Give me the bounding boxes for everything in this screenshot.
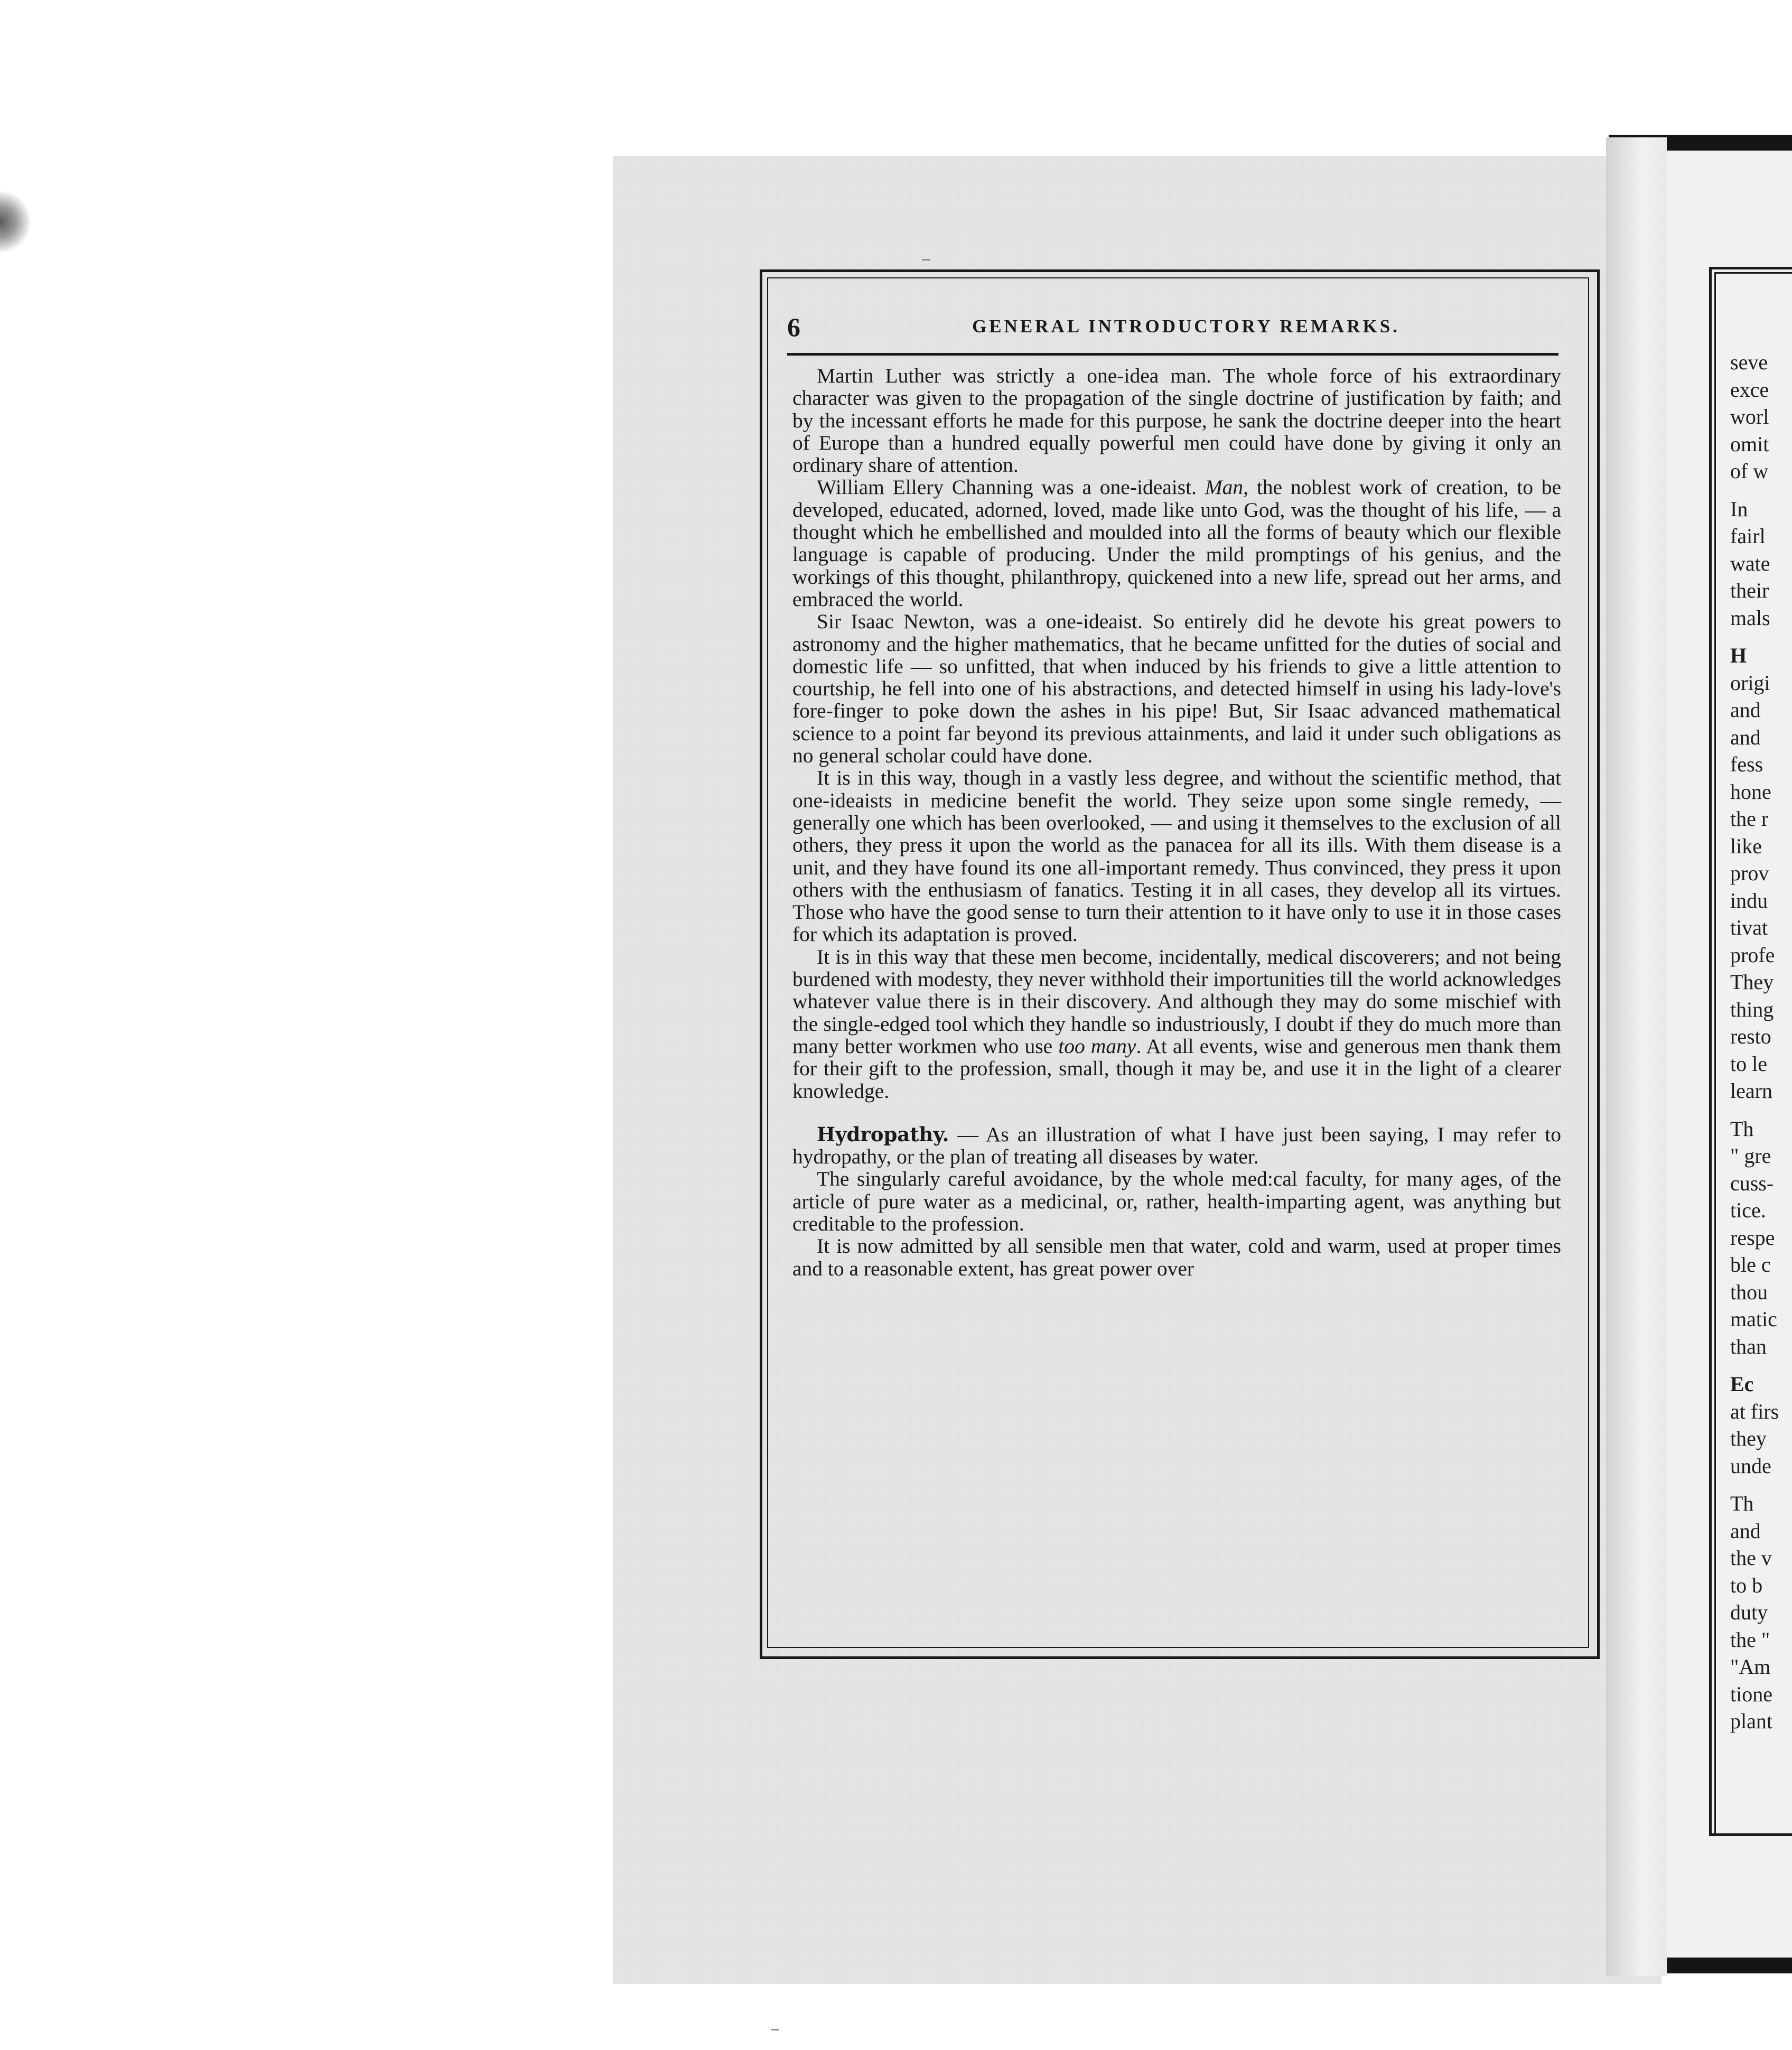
facing-line: exce bbox=[1730, 377, 1769, 402]
scanner-edge-shadow bbox=[0, 190, 32, 254]
facing-line: and bbox=[1730, 1518, 1761, 1543]
facing-line: respe bbox=[1730, 1225, 1775, 1250]
facing-line: thing bbox=[1730, 997, 1774, 1021]
facing-line: unde bbox=[1730, 1453, 1771, 1478]
facing-gap bbox=[1730, 485, 1779, 496]
facing-line: hone bbox=[1730, 779, 1771, 804]
facing-line: origi bbox=[1730, 670, 1770, 695]
facing-line: "Am bbox=[1730, 1655, 1771, 1679]
facing-line: and bbox=[1730, 698, 1761, 722]
section-heading: Hydropathy. bbox=[817, 1122, 949, 1146]
facing-line: learn bbox=[1730, 1079, 1772, 1103]
facing-line: prov bbox=[1730, 861, 1769, 885]
italic-text: Man bbox=[1205, 476, 1244, 499]
facing-line: thou bbox=[1730, 1280, 1768, 1304]
body-paragraph bbox=[792, 767, 1561, 945]
body-paragraph bbox=[792, 1235, 1561, 1280]
facing-line: than bbox=[1730, 1334, 1767, 1358]
facing-page bbox=[1659, 151, 1792, 1958]
facing-line: of w bbox=[1730, 459, 1769, 483]
facing-line: the v bbox=[1730, 1546, 1772, 1570]
text-run: . At all events, wise and generous men thank them for their gift to the profession, small, though it may be, and use it in the light of a clearer knowledge. bbox=[792, 1034, 1561, 1103]
facing-line: like bbox=[1730, 834, 1762, 858]
body-paragraph bbox=[792, 1168, 1561, 1235]
facing-line: profe bbox=[1730, 943, 1775, 967]
facing-line: to b bbox=[1730, 1573, 1763, 1597]
facing-line: plant bbox=[1730, 1709, 1772, 1733]
facing-line: Th bbox=[1730, 1116, 1754, 1141]
text-run: Martin Luther was strictly a one-idea man. The whole force of his extraordinary character was given to the propagation of the single doctrine of justification by faith; and by the incessant efforts he made for this purpose, he sank the doctrine deeper into the heart of Europe than a hundred equally powerful men could have done by giving it only an ordinary share of attention. bbox=[792, 364, 1561, 477]
text-run: It is in this way that these men become, incidentally, medical discoverers; and not being burdened with modesty, they never withhold their importunities till the world acknowledges whatever value there is in their discovery. And although they may do some mischief with the single-edged tool which they handle so industriously, I doubt if they do much more than many better workmen who use bbox=[792, 945, 1561, 1058]
facing-line: cuss- bbox=[1730, 1171, 1774, 1195]
section-paragraph bbox=[792, 1123, 1561, 1168]
facing-line: ble c bbox=[1730, 1253, 1771, 1276]
facing-gap bbox=[1730, 631, 1779, 642]
text-run: , the noblest work of creation, to be developed, educated, adorned, loved, made like unto God, was the thought of his life, — a thought which he embellished and moulded into all the forms of beauty which our flexible language is capable of producing. Under the mild promptings of his genius, and the workings of this thought, philanthropy, quickened into a new life, spread out her arms, and embraced the world. bbox=[792, 476, 1561, 611]
facing-line: " gre bbox=[1730, 1144, 1771, 1168]
text-run: The singularly careful avoidance, by the whole med:cal faculty, for many ages, of the article of pure water as a medicinal, or, rather, health-imparting agent, was anything but creditable to the profession. bbox=[792, 1167, 1561, 1235]
facing-line: tione bbox=[1730, 1682, 1772, 1706]
facing-line: fess bbox=[1730, 752, 1763, 776]
text-run: It is now admitted by all sensible men that water, cold and warm, used at proper times and to a reasonable extent, has great power over bbox=[792, 1234, 1561, 1280]
facing-line: tice. bbox=[1730, 1198, 1766, 1222]
facing-line: They bbox=[1730, 970, 1774, 994]
facing-line: their bbox=[1730, 579, 1769, 602]
crop-mark bbox=[771, 2029, 779, 2030]
page-body bbox=[792, 365, 1561, 1280]
facing-gap bbox=[1730, 1105, 1779, 1115]
facing-page-text bbox=[1730, 349, 1779, 1735]
facing-line: Ec bbox=[1730, 1372, 1754, 1396]
facing-line: the " bbox=[1730, 1627, 1770, 1652]
facing-line: worl bbox=[1730, 405, 1769, 428]
facing-line: to le bbox=[1730, 1051, 1767, 1076]
page-number: 6 bbox=[787, 312, 800, 342]
facing-line: omit bbox=[1730, 432, 1769, 456]
body-paragraph bbox=[792, 610, 1561, 767]
text-run: Sir Isaac Newton, was a one-ideaist. So entirely did he devote his great powers to astronomy and the higher mathematics, that he became unfitted for the duties of social and domestic life — so unfitted, that when induced by his friends to give a little attention to courtship, he fell into one of his abstractions, and detected himself in using his lady-love's fore-finger to poke down the ashes in his pipe! But, Sir Isaac advanced mathematical science to a point far beyond its previous attainments, and laid it under such obligations as no general scholar could have done. bbox=[792, 610, 1561, 768]
crop-mark bbox=[922, 259, 930, 260]
facing-line: and bbox=[1730, 725, 1761, 749]
header-rule bbox=[787, 353, 1558, 356]
facing-line: they bbox=[1730, 1427, 1767, 1450]
facing-line: wate bbox=[1730, 551, 1770, 575]
facing-line: Th bbox=[1730, 1492, 1754, 1515]
facing-line: fairl bbox=[1730, 524, 1766, 548]
text-run: — As an illustration of what I have just been saying, I may refer to hydropathy, or the plan of treating all diseases by water. bbox=[792, 1122, 1561, 1169]
page-header bbox=[787, 312, 1558, 343]
text-run: William Ellery Channing was a one-ideaist. bbox=[817, 476, 1205, 499]
facing-line: indu bbox=[1730, 888, 1768, 912]
facing-line: In bbox=[1730, 497, 1748, 521]
facing-line: at firs bbox=[1730, 1399, 1779, 1423]
facing-line: resto bbox=[1730, 1024, 1771, 1048]
facing-gap bbox=[1730, 1360, 1779, 1371]
facing-line: matic bbox=[1730, 1307, 1777, 1331]
facing-line: mals bbox=[1730, 605, 1770, 630]
page-gutter bbox=[1606, 137, 1667, 1976]
facing-line: tivat bbox=[1730, 916, 1768, 939]
running-head: GENERAL INTRODUCTORY REMARKS. bbox=[972, 316, 1400, 337]
facing-line: seve bbox=[1730, 350, 1768, 374]
text-run: It is in this way, though in a vastly less degree, and without the scientific method, that one-ideaists in medicine benefit the world. They seize upon some single remedy, — generally one which has been overlooked, — and using it themselves to the exclusion of all others, they press it upon the world as the panacea for all its ills. With them disease is a unit, and they have found its one all-important remedy. Thus convinced, they press it upon others with the enthusiasm of fanatics. Testing it in all cases, they develop all its virtues. Those who have the good sense to turn their attention to it have only to use it in those cases for which its adaptation is proved. bbox=[792, 766, 1561, 946]
facing-gap bbox=[1730, 1479, 1779, 1490]
body-paragraph bbox=[792, 476, 1561, 610]
body-paragraph bbox=[792, 946, 1561, 1102]
body-paragraph bbox=[792, 365, 1561, 476]
facing-line: H bbox=[1730, 644, 1747, 667]
facing-line: the r bbox=[1730, 807, 1769, 831]
facing-line: duty bbox=[1730, 1600, 1768, 1624]
italic-text: too many bbox=[1058, 1034, 1136, 1058]
